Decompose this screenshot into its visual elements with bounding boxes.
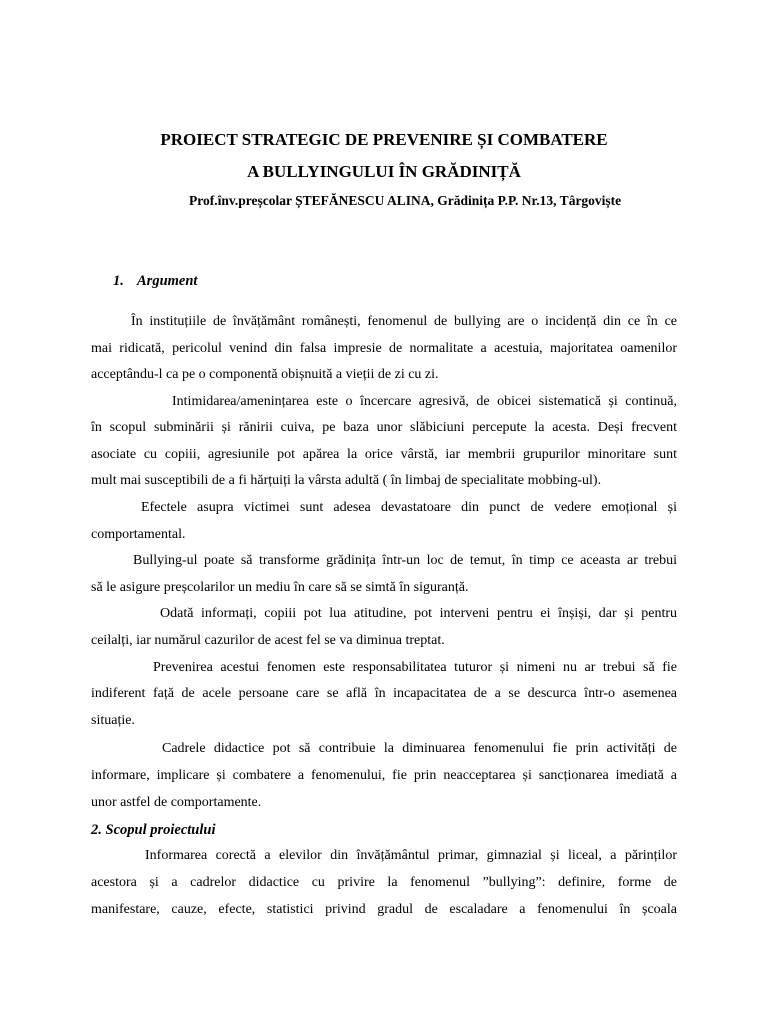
paragraph-line: Efectele asupra victimei sunt adesea devastatoare din punct de vedere emoțional și	[141, 500, 677, 515]
paragraph-line: Informarea corectă a elevilor din învățământul primar, gimnazial și liceal, a părinților	[145, 848, 677, 863]
paragraph-line: asociate cu copiii, agresiunile pot apărea la orice vârstă, iar membrii grupurilor minoritare sunt	[91, 447, 677, 462]
section-1-title: Argument	[137, 273, 198, 289]
paragraph-line: indiferent față de acele persoane care se află în incapacitatea de a se descurca într-o asemenea	[91, 686, 677, 701]
section-2-heading: 2. Scopul proiectului	[91, 822, 216, 838]
section-1-number: 1.	[113, 273, 124, 289]
author-line: Prof.înv.preșcolar ȘTEFĂNESCU ALINA, Grădinița P.P. Nr.13, Târgoviște	[189, 193, 622, 208]
paragraph-line: mai ridicată, pericolul venind din falsa impresie de normalitate a acestuia, majoritatea oamenilor	[91, 341, 677, 356]
paragraph-line: să le asigure preșcolarilor un mediu în care să se simtă în siguranță.	[91, 580, 469, 595]
paragraph-line: acceptându-l ca pe o componentă obișnuită a vieții de zi cu zi.	[91, 367, 439, 382]
paragraph-line: Intimidarea/amenințarea este o încercare agresivă, de obicei sistematică și continuă,	[172, 394, 677, 409]
paragraph-line: Prevenirea acestui fenomen este responsabilitatea tuturor și nimeni nu ar trebui să fie	[153, 660, 677, 675]
paragraph-line: Odată informați, copiii pot lua atitudine, pot interveni pentru ei înșiși, dar și pentru	[160, 606, 677, 621]
paragraph-line: mult mai susceptibili de a fi hărțuiți la vârsta adultă ( în limbaj de specialitate mobbing-ul).	[91, 473, 602, 488]
paragraph-line: acestora și a cadrelor didactice cu privire la fenomenul ”bullying”: definire, forme de	[91, 875, 677, 890]
paragraph-line: ceilalți, iar numărul cazurilor de acest fel se va diminua treptat.	[91, 633, 445, 648]
paragraph-line: Bullying-ul poate să transforme grădinița într-un loc de temut, în timp ce aceasta ar trebui	[133, 553, 677, 568]
paragraph-line: unor astfel de comportamente.	[91, 795, 262, 810]
paragraph-line: În instituțiile de învățământ românești, fenomenul de bullying are o incidență din ce în ce	[131, 314, 677, 329]
section-1-heading	[113, 272, 197, 290]
paragraph-line: Cadrele didactice pot să contribuie la diminuarea fenomenului fie prin activități de	[162, 741, 677, 756]
paragraph-line: în scopul subminării și rănirii cuiva, pe baza unor slăbiciuni percepute la acesta. Deși frecvent	[91, 420, 677, 435]
paragraph-line: situație.	[91, 713, 135, 728]
paragraph-line: comportamental.	[91, 527, 186, 542]
paragraph-line: manifestare, cauze, efecte, statistici privind gradul de escaladare a fenomenului în școala	[91, 902, 677, 917]
document-title-line-1: PROIECT STRATEGIC DE PREVENIRE ȘI COMBATERE	[160, 130, 608, 149]
document-title-line-2: A BULLYINGULUI ÎN GRĂDINIȚĂ	[247, 162, 521, 181]
paragraph-line: informare, implicare și combatere a fenomenului, fie prin neacceptarea și sancționarea imediată a	[91, 768, 677, 783]
